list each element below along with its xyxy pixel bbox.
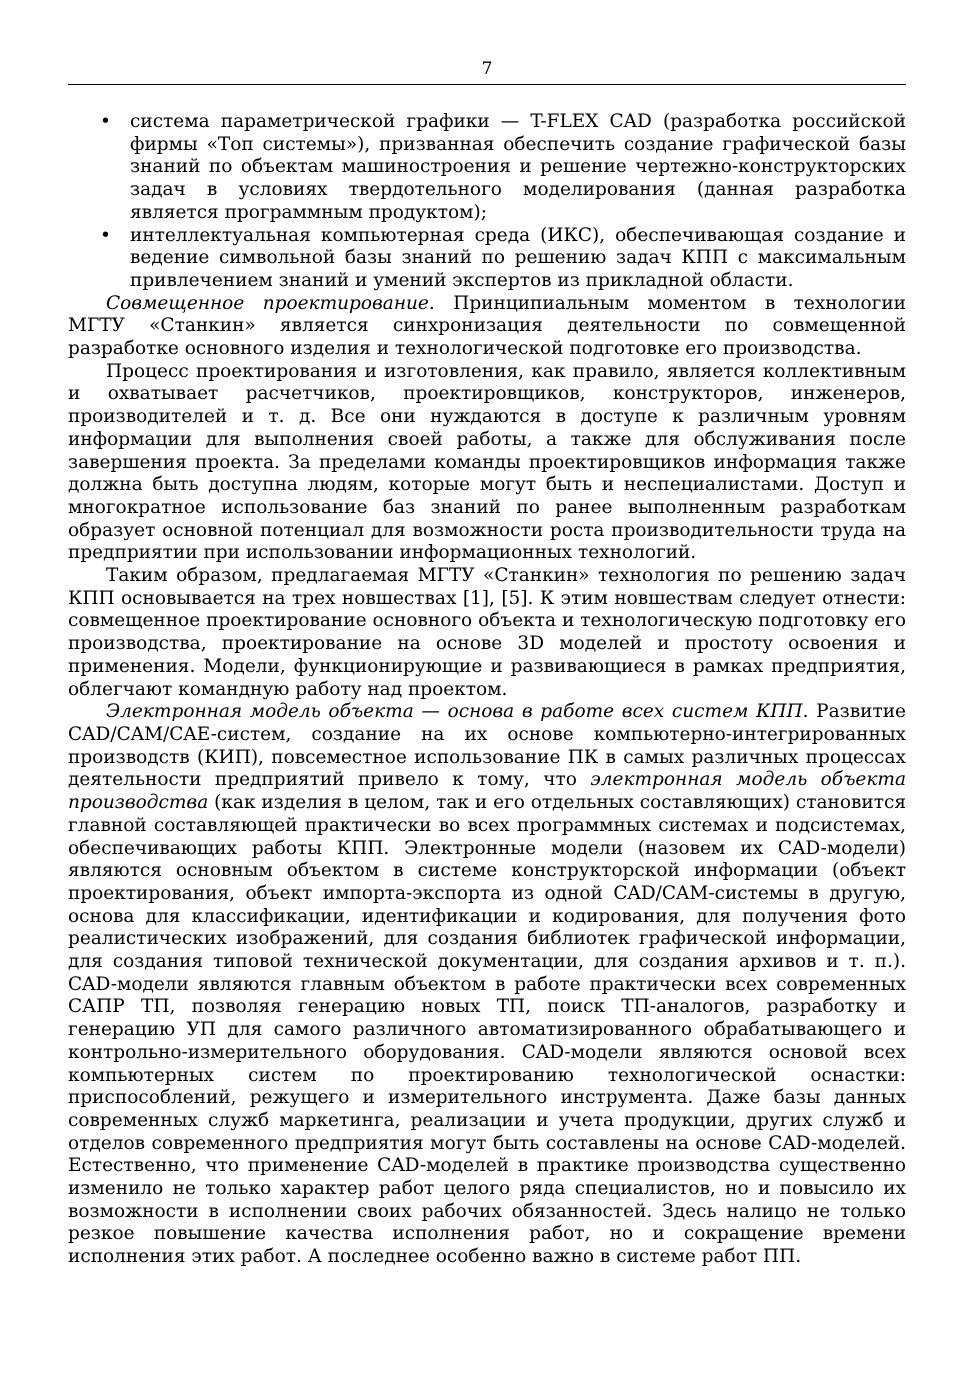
bullet-text: система параметрической графики — T-FLEX CAD (разработка российской фирмы «Топ системы»), призванная обеспечить создание графической базы знаний по объектам машиностроения и решение чертежно-конструкторских задач в условиях твердотельного моделирования (данная разработка является программным продуктом); — [130, 111, 906, 223]
paragraph-text: . Принципиальным моментом в технологии МГТУ «Станкин» является синхронизация деятельности по совмещенной разработке основного изделия и технологической подготовке его производства. — [68, 292, 906, 360]
paragraph-text: Таким образом, предлагаемая МГТУ «Станкин» технология по решению задач КПП основывается на трех новшествах [1], [5]. К этим новшествам следует отнести: совмещенное проектирование основного объекта и технологическую подготовку его производства, проектирование на основе 3D моделей и простоту освоения и применения. Модели, функционирующие и развивающиеся в рамках предприятия, облегчают командную работу над проектом. — [68, 565, 906, 700]
paragraph-text: Процесс проектирования и изготовления, как правило, является коллективным и охватывает расчетчиков, проектировщиков, конструкторов, инженеров, производителей и т. д. Все они нуждаются в доступе к различным уровням информации для выполнения своей работы, а также для обслуживания после завершения проекта. За пределами команды проектировщиков информация также должна быть доступна людям, которые могут быть и неспециалистами. Доступ и многократное использование баз знаний по ранее выполненным разработкам образует основной потенциал для возможности роста производительности труда на предприятии при использовании информационных технологий. — [68, 360, 906, 564]
paragraph-heading: Совмещенное проектирование — [106, 292, 429, 314]
paragraph-emphasis: электронная модель объекта производства — [68, 769, 906, 814]
paragraph-heading: Электронная модель объекта — основа в работе всех систем КПП — [106, 701, 803, 723]
header-rule — [68, 84, 906, 85]
paragraph-electronic-model — [68, 701, 906, 1269]
paragraph-text: (как изделия в целом, так и его отдельных составляющих) становится главной составляющей практически во всех программных системах и подсистемах, обеспечивающих работы КПП. Электронные модели (назовем их CAD-модели) являются основным объектом в системе конструкторской информации (объект проектирования, объект импорта-экспорта из одной CAD/CAM-системы в другую, основа для классификации, идентификации и кодирования, для получения фото реалистических изображений, для создания библиотек графической информации, для создания типовой технической документации, для создания архивов и т. п.). CAD-модели являются главным объектом в работе практически всех современных САПР ТП, позволяя генерацию новых ТП, поиск ТП-аналогов, разработку и генерацию УП для самого различного автоматизированного обрабатывающего и контрольно-измерительного оборудования. CAD-модели являются основой всех компьютерных систем по проектированию технологической оснастки: приспособлений, режущего и измерительного инструмента. Даже базы данных современных служб маркетинга, реализации и учета продукции, других служб и отделов современного предприятия могут быть составлены на основе CAD-моделей. Естественно, что применение CAD-моделей в практике производства существенно изменило не только характер работ целого ряда специалистов, но и повысило их возможности в исполнении своих рабочих обязанностей. Здесь налицо не только резкое повышение качества исполнения работ, но и сокращение времени исполнения этих работ. А последнее особенно важно в системе работ ПП. — [68, 792, 906, 1268]
bullet-marker: • — [100, 224, 111, 246]
paragraph-text: . Развитие CAD/CAM/CAE-систем, создание на их основе компьютерно-интегрированных производств (КИП), повсеместное использование ПК в самых различных процессах деятельности предприятий привело к тому, что — [68, 701, 906, 791]
paragraph-design-process — [68, 361, 906, 565]
bullet-list — [68, 111, 906, 293]
page — [68, 58, 906, 1269]
bullet-item-iks — [68, 225, 906, 293]
bullet-text: интеллектуальная компьютерная среда (ИКС), обеспечивающая создание и ведение символьной базы знаний по решению задач КПП с максимальным привлечением знаний и умений экспертов из прикладной области. — [130, 224, 906, 291]
paragraph-innovations — [68, 565, 906, 701]
bullet-marker: • — [100, 111, 111, 132]
paragraph-concurrent-design — [68, 293, 906, 361]
body-text — [68, 111, 906, 1269]
bullet-item-tflex — [68, 111, 906, 225]
page-number: 7 — [481, 59, 493, 79]
